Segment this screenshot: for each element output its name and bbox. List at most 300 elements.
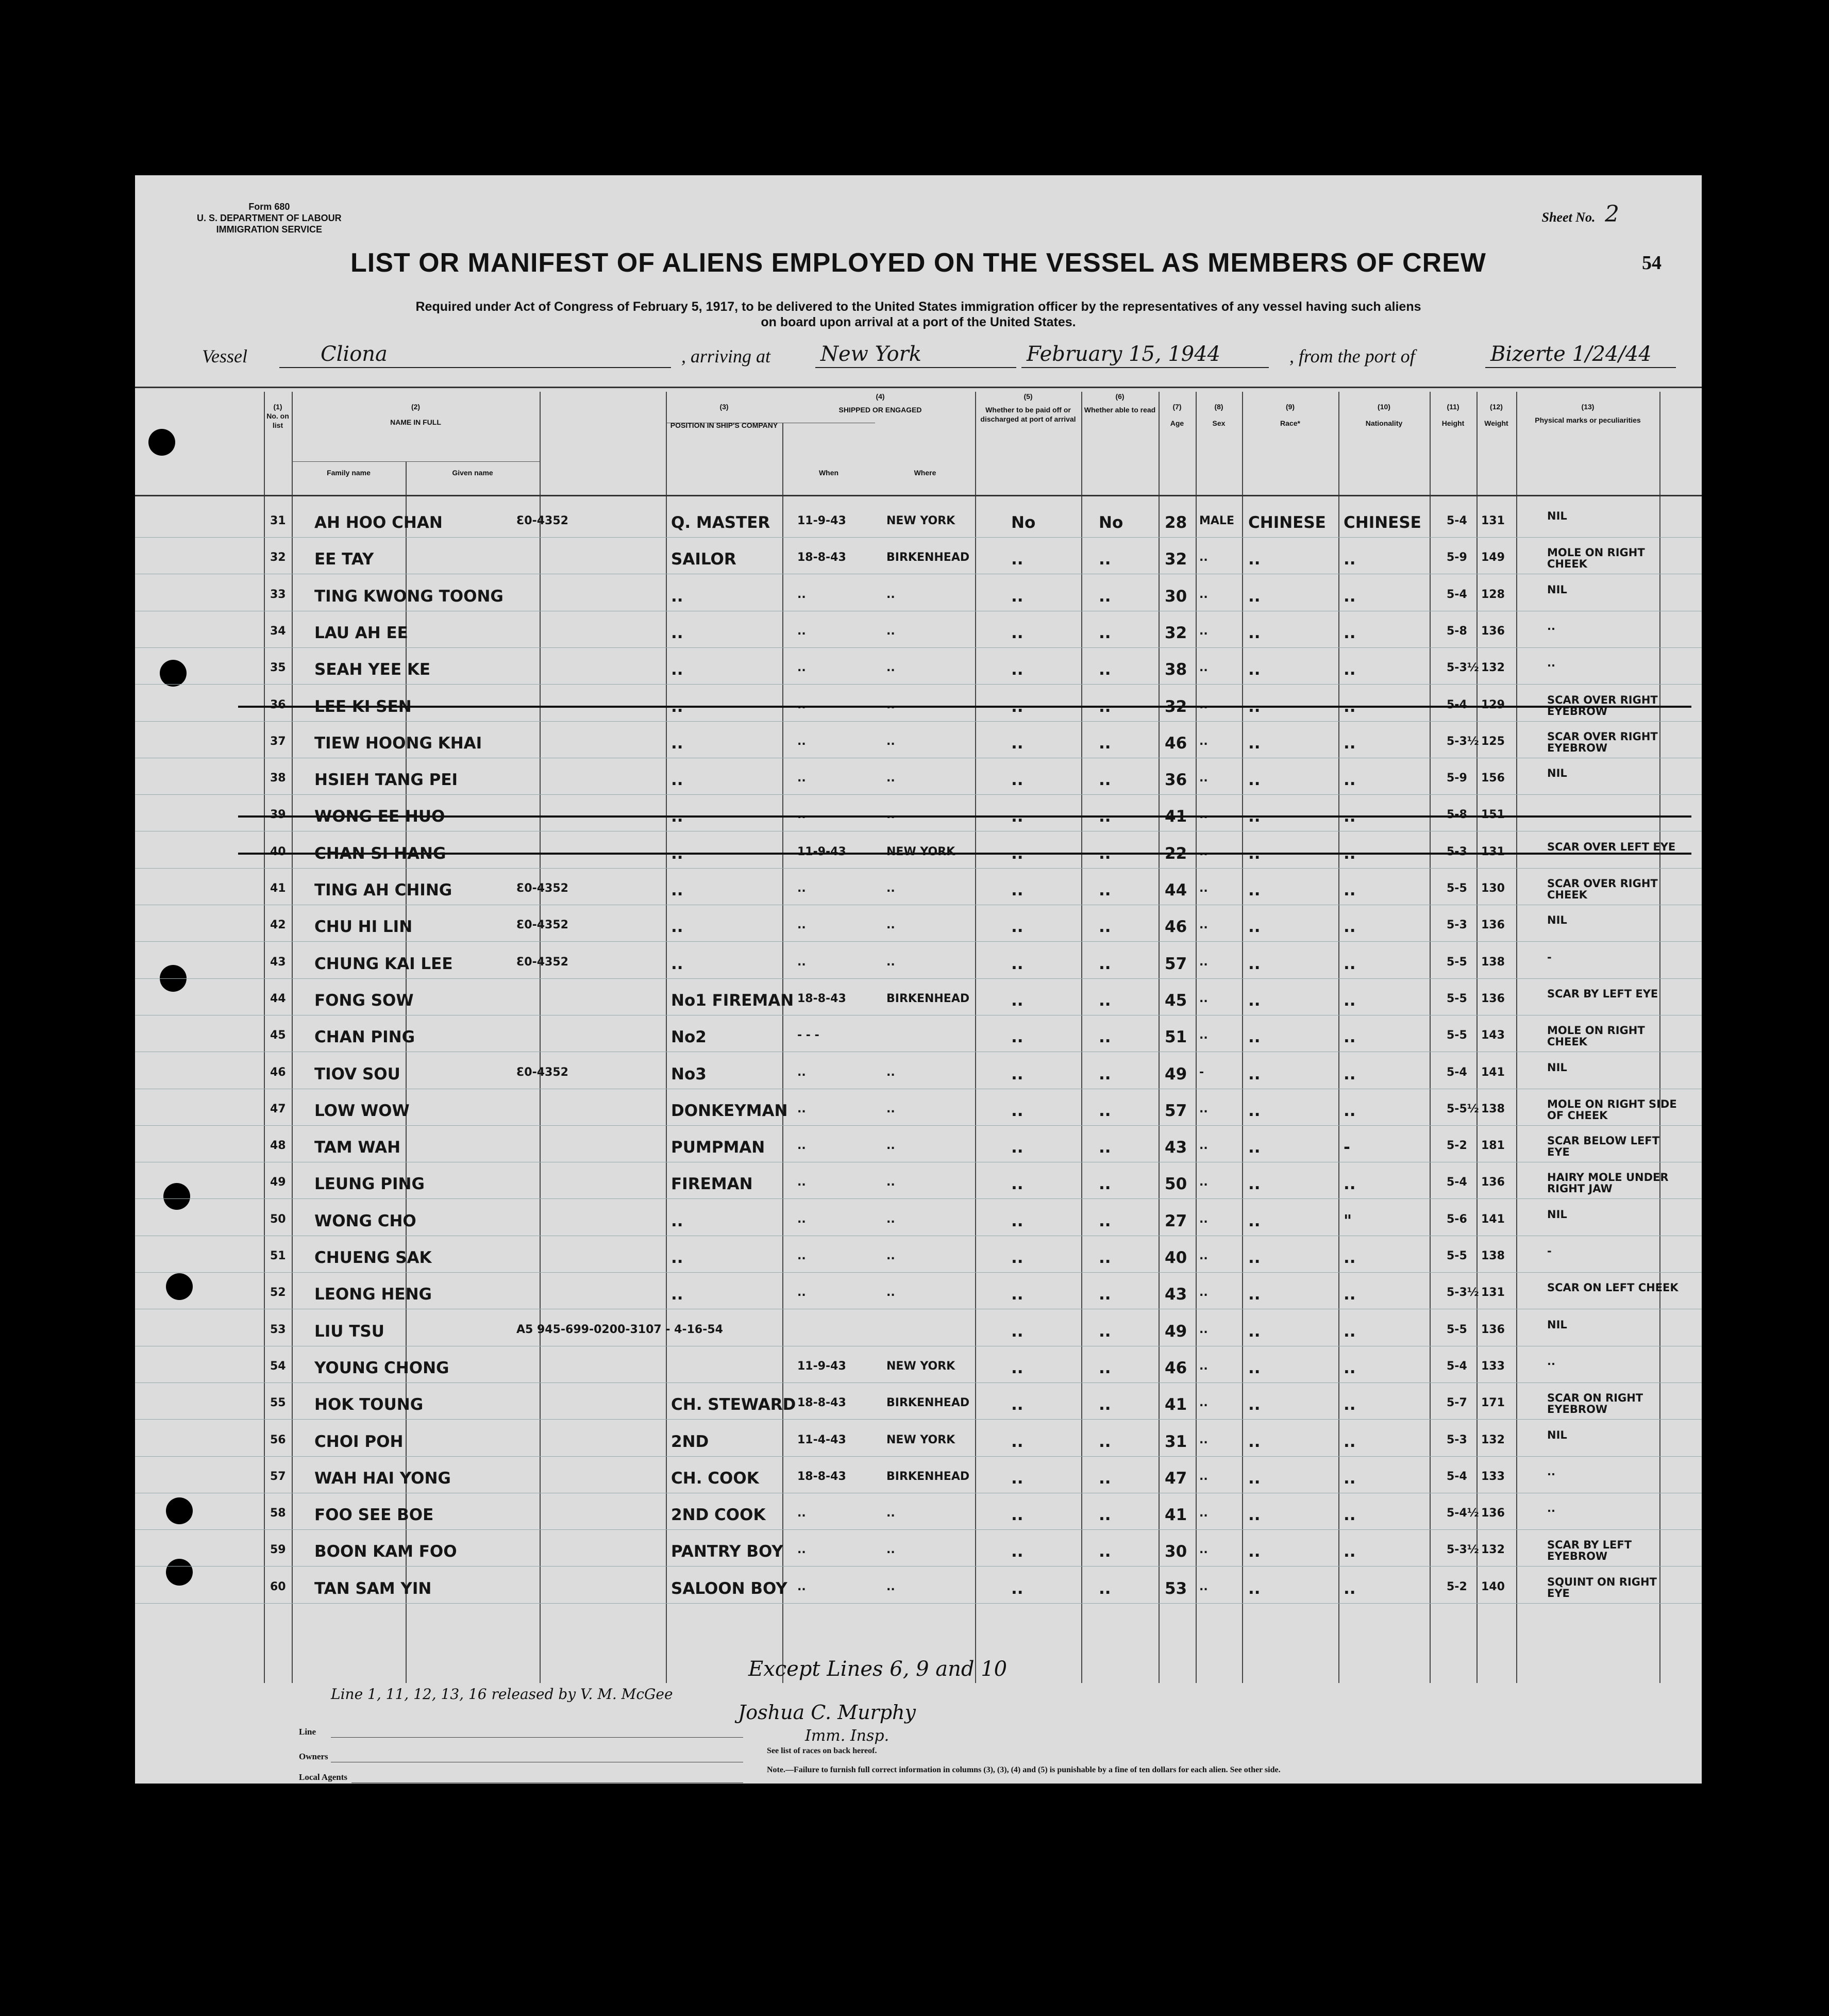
able-to-read-cell: ..: [1099, 1211, 1111, 1230]
physical-marks-cell: SCAR BELOW LEFT EYE: [1547, 1135, 1659, 1159]
paid-off-cell: ..: [1011, 881, 1023, 899]
col-header-when: When: [818, 469, 839, 477]
nationality-cell: ..: [1344, 1358, 1356, 1377]
position-cell: Q. MASTER: [671, 513, 770, 532]
vessel-line: [202, 342, 1676, 371]
family-name-cell: CHU HI LIN: [314, 918, 413, 937]
row-number-cell: 44: [270, 992, 286, 1005]
able-to-read-cell: ..: [1099, 918, 1111, 937]
nationality-cell: ..: [1344, 1028, 1356, 1047]
nationality-cell: ..: [1344, 1542, 1356, 1561]
able-to-read-cell: ..: [1099, 1175, 1111, 1194]
age-cell: 41: [1165, 1506, 1187, 1525]
shipped-where-cell: ..: [886, 1139, 895, 1153]
weight-cell: 132: [1481, 661, 1505, 675]
physical-marks-cell: SCAR OVER RIGHT EYEBROW: [1547, 730, 1658, 754]
page-title: LIST OR MANIFEST OF ALIENS EMPLOYED ON THE VESSEL AS MEMBERS OF CREW: [350, 248, 1486, 278]
inspector-title: Imm. Insp.: [805, 1727, 890, 1745]
race-cell: ..: [1248, 1211, 1261, 1230]
table-row: [135, 726, 1702, 762]
weight-cell: 131: [1481, 514, 1505, 527]
age-cell: 22: [1165, 844, 1187, 863]
position-cell: ..: [671, 1248, 683, 1267]
height-cell: 5-3½: [1447, 1286, 1479, 1299]
table-row: [135, 1571, 1702, 1607]
physical-marks-cell: NIL: [1547, 767, 1567, 780]
table-row: [135, 1277, 1702, 1313]
height-cell: 5-4: [1447, 1176, 1467, 1189]
row-number-cell: 56: [270, 1433, 286, 1446]
row-number-cell: 31: [270, 514, 286, 527]
col-header-age: (7) Age: [1170, 403, 1184, 427]
height-cell: 5-4: [1447, 1359, 1467, 1373]
height-cell: 5-8: [1447, 808, 1467, 822]
col-header-paid-off: (5) Whether to be paid off or discharged at port of arrival: [980, 392, 1076, 423]
weight-cell: 181: [1481, 1139, 1505, 1153]
weight-cell: 128: [1481, 588, 1505, 601]
shipped-when-cell: ..: [797, 808, 806, 822]
family-name-cell: CHAN PING: [314, 1028, 415, 1047]
height-cell: 5-4½: [1447, 1507, 1479, 1520]
race-cell: ..: [1248, 660, 1261, 679]
col-header-given: Given name: [452, 469, 493, 477]
shipped-where-cell: ..: [886, 1543, 895, 1557]
sheet-number: [1542, 201, 1620, 227]
table-row: [135, 983, 1702, 1019]
paid-off-cell: ..: [1011, 1322, 1023, 1341]
sex-cell: ..: [1199, 808, 1208, 822]
paid-off-cell: ..: [1011, 1506, 1023, 1525]
physical-marks-cell: ..: [1547, 1465, 1555, 1478]
able-to-read-cell: ..: [1099, 1064, 1111, 1084]
family-name-cell: AH HOO CHAN: [314, 513, 443, 532]
family-name-cell: TAM WAH: [314, 1138, 401, 1157]
able-to-read-cell: ..: [1099, 991, 1111, 1010]
shipped-when-cell: 18-8-43: [797, 551, 846, 564]
weight-cell: 138: [1481, 955, 1505, 969]
col-header-weight: (12) Weight: [1484, 403, 1508, 427]
race-cell: ..: [1248, 954, 1261, 973]
able-to-read-cell: ..: [1099, 660, 1111, 679]
physical-marks-cell: -: [1547, 951, 1552, 963]
sex-cell: ..: [1199, 1359, 1208, 1373]
col-header-name: (2) NAME IN FULL: [390, 403, 441, 426]
position-cell: SALOON BOY: [671, 1579, 787, 1598]
weight-cell: 140: [1481, 1580, 1505, 1593]
height-cell: 5-4: [1447, 1065, 1467, 1079]
position-cell: DONKEYMAN: [671, 1101, 788, 1120]
shipped-when-cell: ..: [797, 1580, 806, 1593]
punch-hole: [148, 429, 175, 456]
weight-cell: 156: [1481, 772, 1505, 785]
shipped-where-cell: ..: [886, 808, 895, 822]
sex-cell: ..: [1199, 624, 1208, 638]
row-number-cell: 38: [270, 772, 286, 785]
sex-cell: ..: [1199, 1029, 1208, 1042]
nationality-cell: ..: [1344, 697, 1356, 716]
sex-cell: ..: [1199, 1102, 1208, 1115]
shipped-where-cell: ..: [886, 1065, 895, 1079]
race-cell: ..: [1248, 1358, 1261, 1377]
family-name-cell: TIEW HOONG KHAI: [314, 734, 482, 753]
col-header-family: Family name: [327, 469, 371, 477]
arrival-port: New York: [820, 342, 921, 366]
height-cell: 5-5: [1447, 882, 1467, 895]
shipped-where-cell: ..: [886, 1176, 895, 1189]
col-header-sex: (8) Sex: [1212, 403, 1226, 427]
nationality-cell: ..: [1344, 771, 1356, 790]
shipped-when-cell: 11-4-43: [797, 1433, 846, 1446]
col-header-read: (6) Whether able to read: [1084, 392, 1156, 414]
row-number-cell: 52: [270, 1286, 286, 1299]
family-name-cell: HSIEH TANG PEI: [314, 771, 458, 790]
local-agents-label: Local Agents: [299, 1772, 347, 1782]
sex-cell: ..: [1199, 1507, 1208, 1520]
race-cell: ..: [1248, 1138, 1261, 1157]
nationality-cell: ..: [1344, 623, 1356, 642]
able-to-read-cell: ..: [1099, 1358, 1111, 1377]
row-number-cell: 54: [270, 1359, 286, 1373]
table-row: [135, 836, 1702, 872]
shipped-where-cell: BIRKENHEAD: [886, 1396, 970, 1410]
weight-cell: 132: [1481, 1543, 1505, 1557]
row-number-cell: 47: [270, 1102, 286, 1115]
nationality-cell: ..: [1344, 1285, 1356, 1304]
shipped-when-cell: ..: [797, 1286, 806, 1299]
weight-cell: 130: [1481, 882, 1505, 895]
weight-cell: 143: [1481, 1029, 1505, 1042]
paid-off-cell: ..: [1011, 587, 1023, 606]
form-number: Form 680: [248, 202, 290, 212]
form-subtitle: [135, 299, 1702, 330]
age-cell: 50: [1165, 1175, 1187, 1194]
family-name-cell: WONG CHO: [314, 1211, 416, 1230]
physical-marks-cell: ..: [1547, 1355, 1555, 1368]
shipped-when-cell: 11-9-43: [797, 514, 846, 527]
vessel-label: Vessel: [202, 346, 247, 366]
weight-cell: 136: [1481, 1176, 1505, 1189]
race-cell: ..: [1248, 697, 1261, 716]
sex-cell: ..: [1199, 1396, 1208, 1410]
weight-cell: 136: [1481, 992, 1505, 1005]
race-cell: ..: [1248, 734, 1261, 753]
position-cell: PANTRY BOY: [671, 1542, 783, 1561]
shipped-when-cell: ..: [797, 1507, 806, 1520]
sex-cell: ..: [1199, 1139, 1208, 1153]
paid-off-cell: ..: [1011, 734, 1023, 753]
age-cell: 41: [1165, 1395, 1187, 1414]
sheet-value: 2: [1605, 201, 1619, 227]
age-cell: 53: [1165, 1579, 1187, 1598]
table-row: [135, 1057, 1702, 1093]
shipped-when-cell: 11-9-43: [797, 1359, 846, 1373]
table-row: [135, 873, 1702, 909]
position-cell: ..: [671, 1285, 683, 1304]
row-number-cell: 37: [270, 735, 286, 748]
height-cell: 5-3½: [1447, 1543, 1479, 1557]
position-cell: ..: [671, 771, 683, 790]
position-cell: ..: [671, 844, 683, 863]
family-name-cell: FOO SEE BOE: [314, 1506, 434, 1525]
able-to-read-cell: ..: [1099, 623, 1111, 642]
paid-off-cell: ..: [1011, 807, 1023, 826]
vessel-name: Cliona: [321, 342, 388, 366]
physical-marks-cell: SCAR OVER RIGHT EYEBROW: [1547, 693, 1658, 718]
height-cell: 5-5: [1447, 1323, 1467, 1336]
physical-marks-cell: NIL: [1547, 583, 1567, 596]
nationality-cell: ..: [1344, 1175, 1356, 1194]
race-cell: ..: [1248, 1579, 1261, 1598]
shipped-when-cell: 11-9-43: [797, 845, 846, 858]
row-number-cell: 57: [270, 1470, 286, 1483]
physical-marks-cell: SQUINT ON RIGHT EYE: [1547, 1575, 1657, 1600]
strikethrough-line: [238, 706, 1691, 708]
table-row: [135, 1534, 1702, 1570]
physical-marks-cell: NIL: [1547, 1428, 1567, 1441]
sex-cell: ..: [1199, 1543, 1208, 1557]
row-number-cell: 40: [270, 845, 286, 858]
physical-marks-cell: ..: [1547, 620, 1555, 632]
shipped-when-cell: ..: [797, 1249, 806, 1262]
weight-cell: 136: [1481, 1323, 1505, 1336]
physical-marks-cell: MOLE ON RIGHT CHEEK: [1547, 546, 1645, 571]
nationality-cell: ..: [1344, 1322, 1356, 1341]
race-cell: CHINESE: [1248, 513, 1326, 532]
family-name-cell: YOUNG CHONG: [314, 1358, 449, 1377]
col-header-race: (9) Race*: [1280, 403, 1300, 427]
family-name-cell: SEAH YEE KE: [314, 660, 431, 679]
table-row: [135, 946, 1702, 982]
paid-off-cell: ..: [1011, 991, 1023, 1010]
arrival-date: February 15, 1944: [1027, 342, 1221, 366]
sex-cell: ..: [1199, 772, 1208, 785]
sex-cell: ..: [1199, 1249, 1208, 1262]
able-to-read-cell: ..: [1099, 1322, 1111, 1341]
shipped-where-cell: ..: [886, 1286, 895, 1299]
col-header-shipped: (4) SHIPPED OR ENGAGED: [838, 392, 922, 414]
given-name-cell: Ɛ0-4352: [516, 919, 568, 932]
height-cell: 5-5: [1447, 1029, 1467, 1042]
age-cell: 38: [1165, 660, 1187, 679]
row-number-cell: 39: [270, 808, 286, 822]
table-row: [135, 615, 1702, 652]
height-cell: 5-4: [1447, 514, 1467, 527]
race-cell: ..: [1248, 844, 1261, 863]
shipped-when-cell: ..: [797, 735, 806, 748]
weight-cell: 149: [1481, 551, 1505, 564]
family-name-cell: HOK TOUNG: [314, 1395, 424, 1414]
position-cell: No3: [671, 1064, 707, 1084]
sex-cell: MALE: [1199, 514, 1234, 527]
shipped-where-cell: ..: [886, 698, 895, 711]
sex-cell: ..: [1199, 1470, 1208, 1483]
manifest-footer: [135, 1657, 1702, 1784]
able-to-read-cell: ..: [1099, 550, 1111, 569]
manifest-sheet: [135, 175, 1702, 1784]
paid-off-cell: ..: [1011, 1138, 1023, 1157]
paid-off-cell: ..: [1011, 1101, 1023, 1120]
weight-cell: 133: [1481, 1359, 1505, 1373]
height-cell: 5-3½: [1447, 661, 1479, 675]
weight-cell: 138: [1481, 1249, 1505, 1262]
paid-off-cell: ..: [1011, 1175, 1023, 1194]
position-cell: ..: [671, 587, 683, 606]
table-row: [135, 1424, 1702, 1460]
physical-marks-cell: NIL: [1547, 1208, 1567, 1221]
table-row: [135, 1093, 1702, 1129]
able-to-read-cell: ..: [1099, 1028, 1111, 1047]
family-name-cell: TAN SAM YIN: [314, 1579, 432, 1598]
strikethrough-line: [238, 815, 1691, 818]
age-cell: 32: [1165, 623, 1187, 642]
physical-marks-cell: SCAR OVER LEFT EYE: [1547, 840, 1676, 853]
physical-marks-cell: MOLE ON RIGHT SIDE OF CHEEK: [1547, 1097, 1677, 1122]
race-cell: ..: [1248, 1469, 1261, 1488]
nationality-cell: ": [1344, 1211, 1352, 1230]
physical-marks-cell: NIL: [1547, 510, 1567, 522]
paid-off-cell: ..: [1011, 623, 1023, 642]
able-to-read-cell: ..: [1099, 881, 1111, 899]
row-number-cell: 59: [270, 1543, 286, 1557]
given-name-cell: Ɛ0-4352: [516, 955, 568, 969]
race-cell: ..: [1248, 587, 1261, 606]
position-cell: No2: [671, 1028, 707, 1047]
height-cell: 5-3½: [1447, 735, 1479, 748]
shipped-when-cell: ..: [797, 661, 806, 675]
race-cell: ..: [1248, 991, 1261, 1010]
given-name-cell: Ɛ0-4352: [516, 1065, 568, 1079]
age-cell: 31: [1165, 1432, 1187, 1451]
except-note: Except Lines 6, 9 and 10: [748, 1657, 1008, 1681]
height-cell: 5-2: [1447, 1580, 1467, 1593]
strikethrough-line: [238, 853, 1691, 855]
paid-off-cell: ..: [1011, 771, 1023, 790]
height-cell: 5-5½: [1447, 1102, 1479, 1115]
physical-marks-cell: MOLE ON RIGHT CHEEK: [1547, 1024, 1645, 1048]
position-cell: SAILOR: [671, 550, 736, 569]
shipped-where-cell: ..: [886, 1580, 895, 1593]
shipped-where-cell: ..: [886, 735, 895, 748]
given-name-cell: A5 945-699-0200-3107 - 4-16-54: [516, 1323, 723, 1336]
nationality-cell: ..: [1344, 1101, 1356, 1120]
nationality-cell: ..: [1344, 1469, 1356, 1488]
given-name-cell: Ɛ0-4352: [516, 514, 568, 527]
sex-cell: ..: [1199, 698, 1208, 711]
family-name-cell: FONG SOW: [314, 991, 414, 1010]
family-name-cell: CHAN SI HANG: [314, 844, 446, 863]
subtitle-line-2: on board upon arrival at a port of the United States.: [761, 315, 1076, 329]
sex-cell: ..: [1199, 661, 1208, 675]
shipped-where-cell: NEW YORK: [886, 1359, 955, 1373]
able-to-read-cell: ..: [1099, 1432, 1111, 1451]
age-cell: 57: [1165, 1101, 1187, 1120]
row-number-cell: 45: [270, 1029, 286, 1042]
race-cell: ..: [1248, 1395, 1261, 1414]
col-header-marks: (13) Physical marks or peculiarities: [1535, 403, 1641, 424]
penalty-note: Note.—Failure to furnish full correct information in columns (3), (3), (4) and (5) is punishable by a fine of ten dollars for each alien. See other side.: [767, 1765, 1281, 1774]
sex-cell: ..: [1199, 992, 1208, 1005]
paid-off-cell: ..: [1011, 1469, 1023, 1488]
nationality-cell: ..: [1344, 550, 1356, 569]
paid-off-cell: ..: [1011, 1542, 1023, 1561]
able-to-read-cell: ..: [1099, 697, 1111, 716]
row-number-cell: 58: [270, 1507, 286, 1520]
given-name-cell: Ɛ0-4352: [516, 882, 568, 895]
paid-off-cell: ..: [1011, 1579, 1023, 1598]
sex-cell: ..: [1199, 1286, 1208, 1299]
able-to-read-cell: ..: [1099, 1285, 1111, 1304]
nationality-cell: -: [1344, 1138, 1350, 1157]
shipped-when-cell: ..: [797, 698, 806, 711]
page-number: 54: [1642, 252, 1662, 274]
age-cell: 43: [1165, 1285, 1187, 1304]
height-cell: 5-4: [1447, 1470, 1467, 1483]
able-to-read-cell: ..: [1099, 1469, 1111, 1488]
table-row: [135, 1387, 1702, 1423]
paid-off-cell: ..: [1011, 1211, 1023, 1230]
physical-marks-cell: NIL: [1547, 1318, 1567, 1331]
weight-cell: 131: [1481, 845, 1505, 858]
table-row: [135, 1461, 1702, 1497]
from-label: , from the port of: [1289, 346, 1415, 366]
row-number-cell: 60: [270, 1580, 286, 1593]
race-cell: ..: [1248, 807, 1261, 826]
race-cell: ..: [1248, 1028, 1261, 1047]
shipped-where-cell: NEW YORK: [886, 514, 955, 527]
race-cell: ..: [1248, 1322, 1261, 1341]
family-name-cell: CHOI POH: [314, 1432, 404, 1451]
race-cell: ..: [1248, 1248, 1261, 1267]
row-number-cell: 41: [270, 882, 286, 895]
shipped-when-cell: ..: [797, 955, 806, 969]
height-cell: 5-3: [1447, 919, 1467, 932]
col-header-no: (1) No. on list: [266, 403, 289, 429]
age-cell: 47: [1165, 1469, 1187, 1488]
age-cell: 44: [1165, 881, 1187, 899]
shipped-where-cell: NEW YORK: [886, 1433, 955, 1446]
weight-cell: 132: [1481, 1433, 1505, 1446]
released-note: Line 1, 11, 12, 13, 16 released by V. M. McGee: [331, 1686, 673, 1703]
family-name-cell: LIU TSU: [314, 1322, 384, 1341]
sex-cell: ..: [1199, 955, 1208, 969]
nationality-cell: ..: [1344, 844, 1356, 863]
row-number-cell: 33: [270, 588, 286, 601]
shipped-when-cell: ..: [797, 1102, 806, 1115]
sex-cell: ..: [1199, 551, 1208, 564]
position-cell: ..: [671, 918, 683, 937]
family-name-cell: WONG EE HUO: [314, 807, 445, 826]
age-cell: 43: [1165, 1138, 1187, 1157]
physical-marks-cell: -: [1547, 1245, 1552, 1257]
nationality-cell: ..: [1344, 991, 1356, 1010]
position-cell: ..: [671, 1211, 683, 1230]
shipped-when-cell: ..: [797, 1176, 806, 1189]
departure-port: Bizerte 1/24/44: [1490, 342, 1652, 366]
age-cell: 41: [1165, 807, 1187, 826]
race-cell: ..: [1248, 1101, 1261, 1120]
shipped-when-cell: 18-8-43: [797, 992, 846, 1005]
sex-cell: ..: [1199, 1433, 1208, 1446]
paid-off-cell: ..: [1011, 1358, 1023, 1377]
age-cell: 32: [1165, 697, 1187, 716]
row-number-cell: 36: [270, 698, 286, 711]
shipped-where-cell: ..: [886, 882, 895, 895]
able-to-read-cell: ..: [1099, 587, 1111, 606]
row-number-cell: 35: [270, 661, 286, 675]
age-cell: 49: [1165, 1064, 1187, 1084]
position-cell: ..: [671, 734, 683, 753]
shipped-when-cell: ..: [797, 772, 806, 785]
